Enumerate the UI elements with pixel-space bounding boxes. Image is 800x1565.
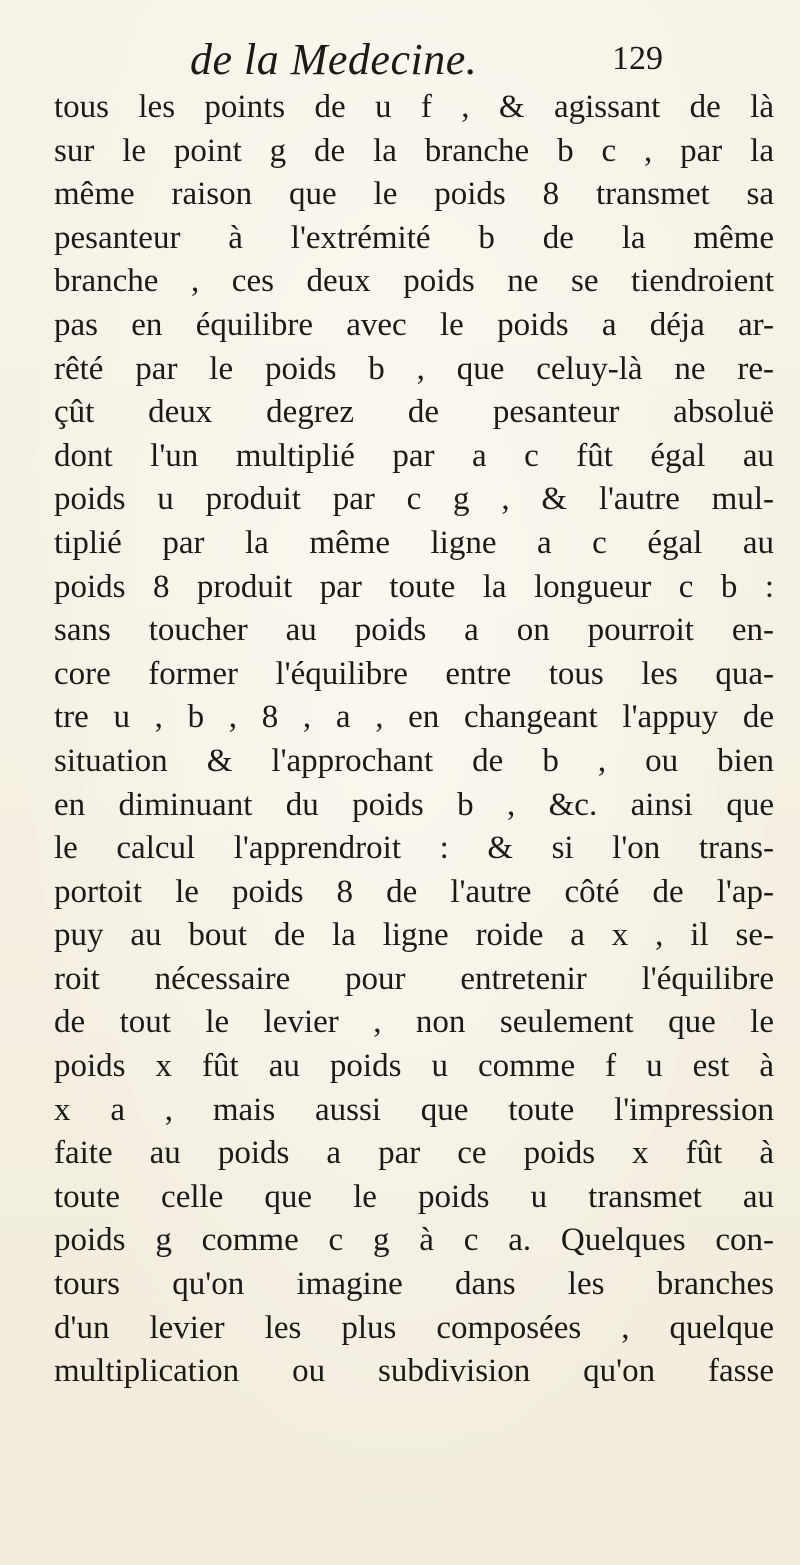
body-text [54,86,774,1394]
text-line: sans toucher au poids a on pourroit en- [54,612,774,649]
text-line: faite au poids a par ce poids x fût à [54,1135,774,1172]
text-line: toute celle que le poids u transmet au [54,1178,774,1215]
text-line: tours qu'on imagine dans les branches [54,1266,774,1303]
text-line: tiplié par la même ligne a c égal au [54,524,774,561]
text-line: d'un levier les plus composées , quelque [54,1309,774,1346]
text-line: core former l'équilibre entre tous les qua- [54,655,774,692]
text-line: sur le point g de la branche b c , par la [54,132,774,169]
text-line: dont l'un multiplié par a c fût égal au [54,437,774,474]
text-line: rêté par le poids b , que celuy-là ne re- [54,350,774,387]
text-line: tre u , b , 8 , a , en changeant l'appuy de [54,699,774,736]
text-line: situation & l'approchant de b , ou bien [54,742,774,779]
text-line: poids u produit par c g , & l'autre mul- [54,481,774,518]
text-line: poids g comme c g à c a. Quelques con- [54,1222,774,1259]
page-number: 129 [612,40,663,77]
text-line: en diminuant du poids b , &c. ainsi que [54,786,774,823]
text-line: portoit le poids 8 de l'autre côté de l'ap- [54,873,774,910]
text-line: poids x fût au poids u comme f u est à [54,1048,774,1085]
running-title: de la Medecine. [190,35,478,84]
text-line: çût deux degrez de pesanteur absoluë [54,394,774,431]
text-line: branche , ces deux poids ne se tiendroient [54,263,774,300]
page-header [0,28,800,90]
text-line: puy au bout de la ligne roide a x , il se- [54,917,774,954]
text-line: pas en équilibre avec le poids a déja ar- [54,306,774,343]
text-line: tous les points de u f , & agissant de là [54,89,774,125]
text-line: x a , mais aussi que toute l'impression [54,1091,774,1128]
text-line: même raison que le poids 8 transmet sa [54,176,774,213]
text-line: poids 8 produit par toute la longueur c b : [54,568,774,605]
text-line: roit nécessaire pour entretenir l'équilibre [54,960,774,997]
text-line: de tout le levier , non seulement que le [54,1004,774,1041]
text-line: le calcul l'apprendroit : & si l'on trans- [54,830,774,867]
text-line: multiplication ou subdivision qu'on fasse [54,1353,774,1390]
text-line: pesanteur à l'extrémité b de la même [54,219,774,256]
